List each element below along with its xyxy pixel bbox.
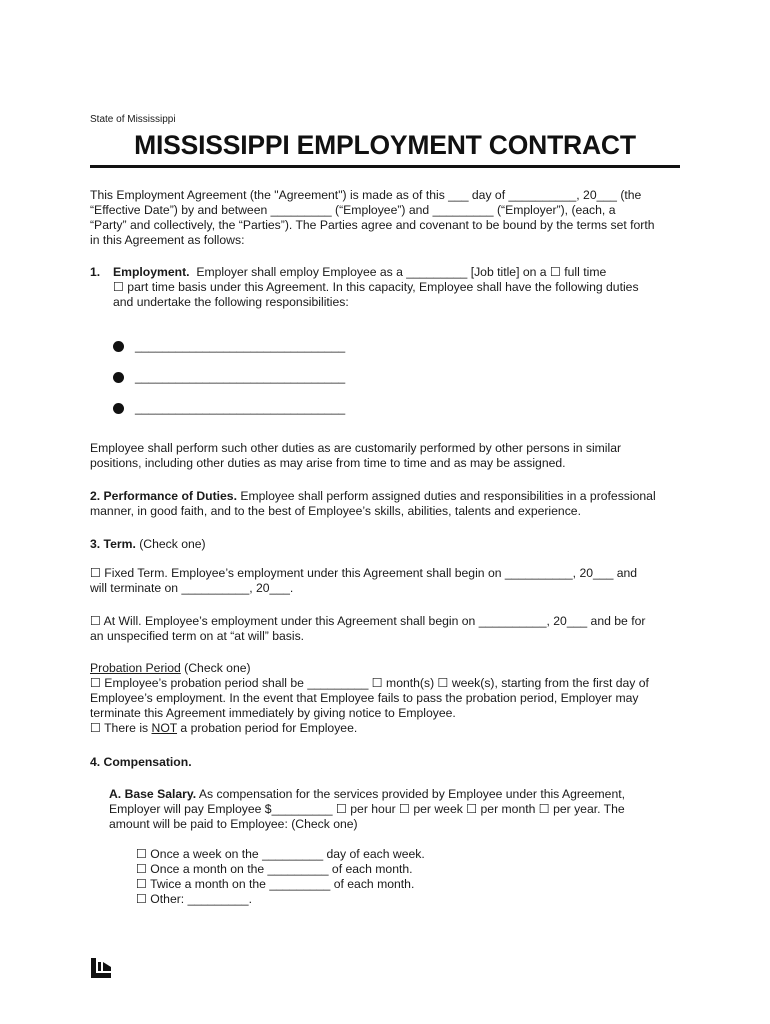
base-salary-text: As compensation for the services provided by Employee under this Agreement, <box>196 787 625 801</box>
section-1-heading: Employment. <box>113 265 190 279</box>
fixed-term-line: will terminate on __________, 20___. <box>90 581 294 595</box>
no-probation-text: ☐ There is <box>90 721 152 735</box>
section-4-heading: 4. Compensation. <box>90 755 192 769</box>
section-1-line: and undertake the following responsibilities: <box>113 295 349 309</box>
not-emphasis: NOT <box>151 721 178 735</box>
intro-line: “Effective Date”) by and between _________ (“Employee”) and _________ (“Employer”), (each, a <box>90 203 616 217</box>
section-1-number: 1. <box>90 265 101 279</box>
fixed-term-line: ☐ Fixed Term. Employee’s employment under this Agreement shall begin on __________, 20___ and <box>90 566 638 580</box>
section-2-text: Employee shall perform assigned duties and responsibilities in a professional <box>236 489 656 503</box>
duty-blank: _______________________________ <box>135 339 346 353</box>
probation-heading-line <box>90 661 690 676</box>
probation-line: terminate this Agreement immediately by giving notice to Employee. <box>90 706 456 720</box>
pay-option: ☐ Twice a month on the _________ of each month. <box>136 877 415 891</box>
base-salary-line: Employer will pay Employee $_________ ☐ per hour ☐ per week ☐ per month ☐ per year. The <box>109 802 625 816</box>
state-label: State of Mississippi <box>90 114 176 125</box>
probation-line: ☐ Employee’s probation period shall be _________ ☐ month(s) ☐ week(s), starting from the first day of <box>90 676 649 690</box>
bullet-icon <box>113 372 124 383</box>
no-probation-line <box>90 721 690 736</box>
intro-line: “Party” and collectively, the “Parties”). The Parties agree and covenant to be bound by the terms set forth <box>90 218 655 232</box>
at-will-line: ☐ At Will. Employee’s employment under this Agreement shall begin on __________, 20___ and be for <box>90 614 646 628</box>
probation-note: (Check one) <box>180 661 251 675</box>
title-rule <box>90 165 680 168</box>
section-1-after-line: Employee shall perform such other duties as are customarily performed by other persons in similar <box>90 441 622 455</box>
bullet-icon <box>113 403 124 414</box>
probation-line: Employee’s employment. In the event that Employee fails to pass the probation period, Employer may <box>90 691 639 705</box>
no-probation-text: a probation period for Employee. <box>177 721 358 735</box>
section-3-heading: 3. Term. <box>90 537 136 551</box>
section-1-line <box>113 265 606 280</box>
section-1-line: ☐ part time basis under this Agreement. In this capacity, Employee shall have the following duties <box>113 280 639 294</box>
duty-blank: _______________________________ <box>135 370 346 384</box>
pay-option: ☐ Once a month on the _________ of each month. <box>136 862 413 876</box>
intro-line: This Employment Agreement (the "Agreement") is made as of this ___ day of __________, 20___ (the <box>90 188 642 202</box>
section-2-line: manner, in good faith, and to the best of Employee’s skills, abilities, talents and experience. <box>90 504 581 518</box>
document-logo-icon <box>91 958 111 978</box>
probation-heading: Probation Period <box>90 661 181 675</box>
section-1-after-line: positions, including other duties as may arise from time to time and as may be assigned. <box>90 456 566 470</box>
at-will-line: an unspecified term on at “at will” basis. <box>90 629 305 643</box>
section-2-line <box>90 489 690 504</box>
base-salary-line: amount will be paid to Employee: (Check one) <box>109 817 358 831</box>
section-3-note: (Check one) <box>135 537 206 551</box>
intro-line: in this Agreement as follows: <box>90 233 245 247</box>
base-salary-line <box>109 787 625 802</box>
pay-option: ☐ Once a week on the _________ day of each week. <box>136 847 425 861</box>
base-salary-heading: A. Base Salary. <box>109 787 197 801</box>
section-2-heading: 2. Performance of Duties. <box>90 489 237 503</box>
pay-option: ☐ Other: _________. <box>136 892 252 906</box>
bullet-icon <box>113 341 124 352</box>
section-1-text: Employer shall employ Employee as a _________ [Job title] on a ☐ full time <box>196 265 607 279</box>
document-title: MISSISSIPPI EMPLOYMENT CONTRACT <box>134 130 636 160</box>
section-3-heading-line <box>90 537 690 552</box>
duty-blank: _______________________________ <box>135 401 346 415</box>
